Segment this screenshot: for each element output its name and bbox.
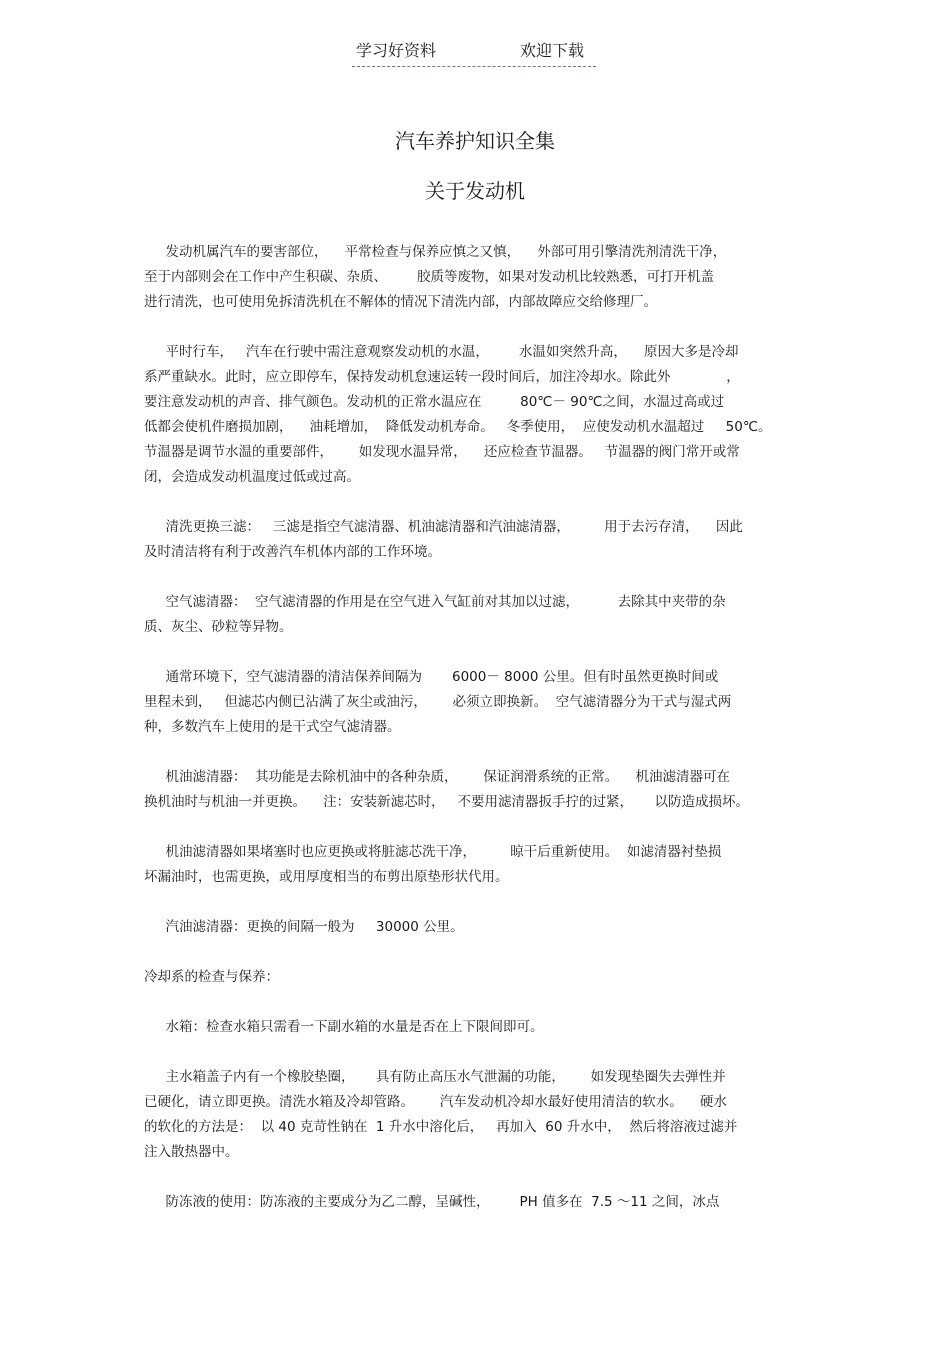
body-paragraph — [144, 240, 808, 315]
body-paragraph — [144, 765, 808, 815]
paragraph-line: 低都会使机件磨损加剧， 油耗增加， 降低发动机寿命。 冬季使用， 应使发动机水温超过 50℃。 — [144, 419, 772, 435]
body-paragraph — [144, 1190, 808, 1215]
paragraph-line: 及时清洁将有利于改善汽车机体内部的工作环境。 — [144, 544, 441, 560]
page-header — [352, 40, 596, 67]
body-paragraph — [144, 1015, 808, 1040]
body-paragraph — [144, 965, 808, 990]
body-paragraph — [144, 515, 808, 565]
paragraph-line: 里程未到， 但滤芯内侧已沾满了灰尘或油污， 必须立即换新。 空气滤清器分为干式与湿式两 — [144, 694, 732, 710]
paragraph-line: 发动机属汽车的要害部位， 平常检查与保养应慎之又慎， 外部可用引擎清洗剂清洗干净， — [144, 244, 727, 260]
paragraph-line: 种，多数汽车上使用的是干式空气滤清器。 — [144, 719, 401, 735]
paragraph-line: 通常环境下，空气滤清器的清洁保养间隔为 6000－ 8000 公里。但有时虽然更换时间或 — [144, 669, 719, 685]
paragraph-line: 换机油时与机油一并更换。 注：安装新滤芯时， 不要用滤清器扳手拧的过紧， 以防造成损坏。 — [144, 794, 749, 810]
paragraph-line: 空气滤清器： 空气滤清器的作用是在空气进入气缸前对其加以过滤， 去除其中夹带的杂 — [144, 594, 726, 610]
paragraph-line: 平时行车， 汽车在行驶中需注意观察发动机的水温， 水温如突然升高， 原因大多是冷却 — [144, 344, 739, 360]
paragraph-line: 闭，会造成发动机温度过低或过高。 — [144, 469, 360, 485]
paragraph-line: 进行清洗，也可使用免拆清洗机在不解体的情况下清洗内部，内部故障应交给修理厂。 — [144, 294, 657, 310]
document-body — [144, 240, 808, 1215]
paragraph-line: 防冻液的使用：防冻液的主要成分为乙二醇，呈碱性， PH 值多在 7.5 ～11 之间，冰点 — [144, 1194, 720, 1210]
header-left-text: 学习好资料 — [356, 41, 437, 60]
paragraph-line: 汽油滤清器：更换的间隔一般为 30000 公里。 — [144, 919, 464, 935]
paragraph-line: 清洗更换三滤： 三滤是指空气滤清器、机油滤清器和汽油滤清器， 用于去污存清， 因此 — [144, 519, 743, 535]
body-paragraph — [144, 590, 808, 640]
body-paragraph — [144, 1065, 808, 1165]
paragraph-line: 质、灰尘、砂粒等异物。 — [144, 619, 293, 635]
paragraph-line: 要注意发动机的声音、排气颜色。发动机的正常水温应在 80℃－ 90℃之间，水温过高或过 — [144, 394, 725, 410]
header-right-text: 欢迎下载 — [520, 41, 585, 60]
paragraph-line: 节温器是调节水温的重要部件， 如发现水温异常， 还应检查节温器。 节温器的阀门常开或常 — [144, 444, 740, 460]
paragraph-line: 机油滤清器： 其功能是去除机油中的各种杂质， 保证润滑系统的正常。 机油滤清器可在 — [144, 769, 730, 785]
paragraph-line: 水箱：检查水箱只需看一下副水箱的水量是否在上下限间即可。 — [144, 1019, 544, 1035]
paragraph-line: 坏漏油时，也需更换，或用厚度相当的布剪出原垫形状代用。 — [144, 869, 509, 885]
document-title: 汽车养护知识全集 — [395, 129, 555, 153]
paragraph-line: 主水箱盖子内有一个橡胶垫圈， 具有防止高压水气泄漏的功能， 如发现垫圈失去弹性并 — [144, 1069, 726, 1085]
body-paragraph — [144, 340, 808, 490]
paragraph-line: 至于内部则会在工作中产生积碳、杂质、 胶质等废物，如果对发动机比较熟悉，可打开机盖 — [144, 269, 715, 285]
paragraph-line: 的软化的方法是： 以 40 克苛性钠在 1 升水中溶化后， 再加入 60 升水中， 然后将溶液过滤并 — [144, 1119, 738, 1135]
paragraph-line: 冷却系的检查与保养： — [144, 969, 279, 985]
paragraph-line: 系严重缺水。此时，应立即停车，保持发动机怠速运转一段时间后，加注冷却水。除此外 ， — [144, 369, 740, 385]
document-subtitle: 关于发动机 — [425, 179, 525, 203]
paragraph-line: 机油滤清器如果堵塞时也应更换或将脏滤芯洗干净， 晾干后重新使用。 如滤清器衬垫损 — [144, 844, 722, 860]
body-paragraph — [144, 665, 808, 740]
body-paragraph — [144, 840, 808, 890]
body-paragraph — [144, 915, 808, 940]
paragraph-line: 注入散热器中。 — [144, 1144, 239, 1160]
paragraph-line: 已硬化，请立即更换。清洗水箱及冷却管路。 汽车发动机冷却水最好使用清洁的软水。 硬水 — [144, 1094, 727, 1110]
